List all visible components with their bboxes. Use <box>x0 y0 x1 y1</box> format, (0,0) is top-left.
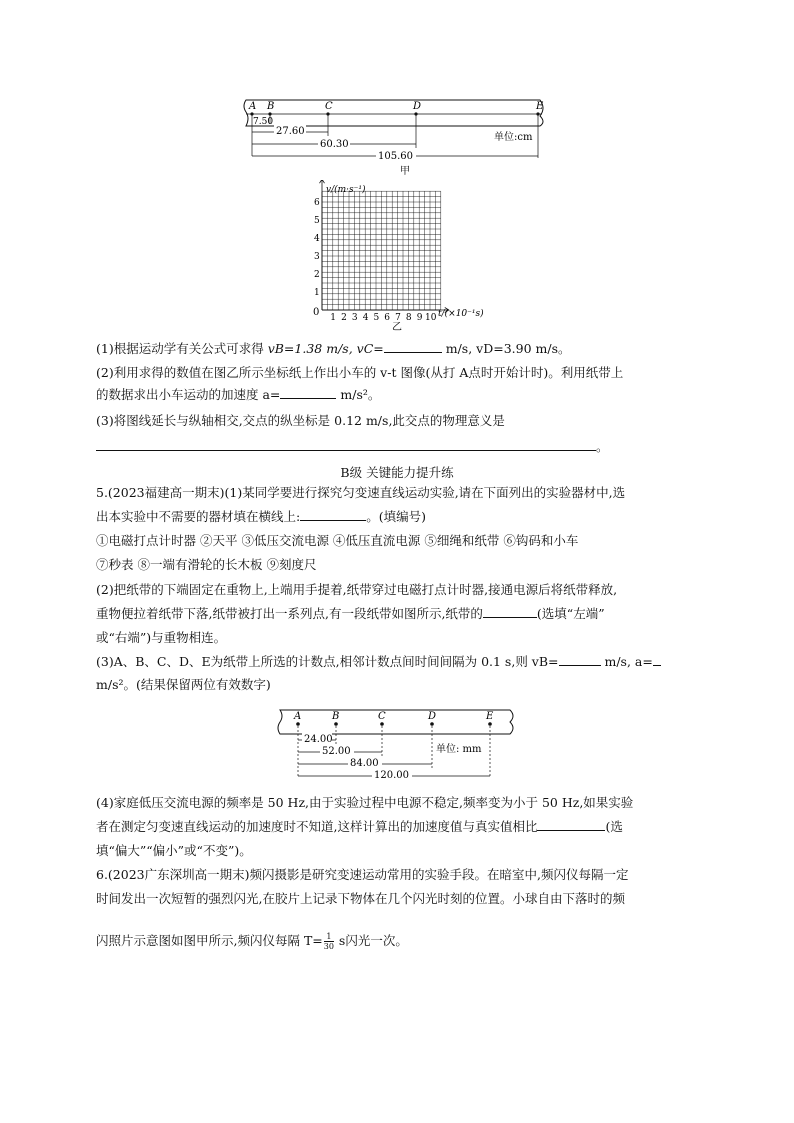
paper-tape <box>278 710 513 734</box>
dist-ac: 27.60 <box>276 126 305 137</box>
y-tick-label: 6 <box>314 198 320 209</box>
label-a: A <box>249 101 257 112</box>
dist-ac: 52.00 <box>322 746 351 757</box>
label-b: B <box>332 711 340 722</box>
q5-line1: 5.(2023福建高一期末)(1)某同学要进行探究匀变速直线运动实验,请在下面列出的实验器材中,选 <box>96 485 626 500</box>
q5-part4-line3: 填“偏大”“偏小”或“不变”)。 <box>96 843 252 858</box>
label-e: E <box>486 711 494 722</box>
x-tick-labels <box>330 313 436 323</box>
answer-blank-vc[interactable] <box>384 340 442 353</box>
q5-part4-line1: (4)家庭低压交流电源的频率是 50 Hz,由于实验过程中电源不稳定,频率变为小于 50 Hz,如果实验 <box>96 795 634 810</box>
dist-ab: 24.00 <box>304 734 333 745</box>
tape-figure-1 <box>240 94 560 178</box>
label-b: B <box>267 101 275 112</box>
x-tick-label: 6 <box>384 313 391 323</box>
dist-ad: 84.00 <box>350 758 379 769</box>
q5-part4-line2: 者在测定匀变速直线运动的加速度时不知道,这样计算出的加速度值与真实值相比 (选 <box>96 819 623 834</box>
q5-part3-line1: (3)A、B、C、D、E为纸带上所选的计数点,相邻计数点间时间间隔为 0.1 s,则 vB= m/s, a= <box>96 653 661 671</box>
q4-part2-line2: 的数据求出小车运动的加速度 a= m/s²。 <box>96 387 381 402</box>
y-tick-label: 5 <box>314 216 320 227</box>
q6-line2: 时间发出一次短暂的强烈闪光,在胶片上记录下物体在几个闪光时刻的位置。小球自由下落时的频 <box>96 891 625 906</box>
unit-label: 单位:cm <box>494 132 533 143</box>
q6-line3: 闪照片示意图如图甲所示,频闪仪每隔 T= $\frac{1}{30}$ s闪光一次。 <box>96 932 408 951</box>
y-axis-label: v/(m·s⁻¹) <box>326 185 366 195</box>
figure-caption-jia: 甲 <box>400 166 410 177</box>
y-tick-labels <box>314 198 320 298</box>
y-axis-arrow <box>320 180 325 191</box>
x-tick-label: 5 <box>373 313 380 323</box>
label-d: D <box>428 711 437 722</box>
unit-label: 单位: mm <box>436 744 482 755</box>
x-tick-label: 1 <box>330 313 337 323</box>
q4-part1: (1)根据运动学有关公式可求得 vB=1.38 m/s, vC= m/s, vD=3.90 m/s。 <box>96 341 571 356</box>
x-axis-label: t/(×10⁻¹s) <box>438 309 484 319</box>
section-title-b: B级 关键能力提升练 <box>340 465 454 480</box>
y-tick-label: 3 <box>314 252 320 263</box>
label-d: D <box>413 101 422 112</box>
dist-ad: 60.30 <box>320 139 349 150</box>
tape-point-e <box>488 722 492 726</box>
y-tick-label: 4 <box>314 234 320 245</box>
period-fraction: $\frac{1}{30}$ <box>323 932 334 951</box>
x-tick-label: 4 <box>362 313 369 323</box>
y-tick-label: 2 <box>314 270 320 281</box>
tape-point-b <box>334 722 338 726</box>
x-tick-label: 2 <box>341 313 347 323</box>
q5-part3-line2: m/s²。(结果保留两位有效数字) <box>96 677 271 692</box>
answer-blank-a[interactable] <box>280 386 336 399</box>
answer-blank-equipment[interactable] <box>300 508 366 521</box>
x-tick-label: 8 <box>405 313 412 323</box>
q4-part3-line2: 。 <box>96 438 609 456</box>
figure-caption-yi: 乙 <box>392 322 402 332</box>
tape-point-a <box>296 722 300 726</box>
q5-part2-line3: 或“右端”)与重物相连。 <box>96 630 227 645</box>
x-tick-label: 7 <box>395 313 401 323</box>
tape-point-c <box>380 722 384 726</box>
paper-tape <box>244 100 543 126</box>
answer-blank-vb[interactable] <box>559 653 601 666</box>
answer-blank-compare[interactable] <box>537 818 605 831</box>
q5-equipment-list-2: ⑦秒表 ⑧一端有滑轮的长木板 ⑨刻度尺 <box>96 557 317 572</box>
vt-graph <box>300 180 500 332</box>
label-a: A <box>294 711 302 722</box>
x-tick-label: 10 <box>425 313 437 323</box>
label-c: C <box>325 101 333 112</box>
graph-grid <box>320 180 449 313</box>
answer-blank-end[interactable] <box>483 605 537 618</box>
q5-equipment-list-1: ①电磁打点计时器 ②天平 ③低压交流电源 ④低压直流电源 ⑤细绳和纸带 ⑥钩码和小车 <box>96 533 579 548</box>
answer-blank-meaning[interactable] <box>96 438 596 451</box>
tape-figure-2 <box>272 704 522 782</box>
tape-point-d <box>430 722 434 726</box>
dist-ae: 120.00 <box>374 770 409 781</box>
q6-line1: 6.(2023广东深圳高一期末)频闪摄影是研究变速运动常用的实验手段。在暗室中,频闪仪每隔一定 <box>96 867 629 882</box>
q4-part3-line1: (3)将图线延长与纵轴相交,交点的纵坐标是 0.12 m/s,此交点的物理意义是 <box>96 413 505 428</box>
dist-ab: 7.50 <box>253 117 274 127</box>
x-tick-label: 3 <box>351 313 358 323</box>
q5-part2-line1: (2)把纸带的下端固定在重物上,上端用手提着,纸带穿过电磁打点计时器,接通电源后将纸带释放, <box>96 582 618 597</box>
dist-ae: 105.60 <box>378 151 413 162</box>
q4-part2-line1: (2)利用求得的数值在图乙所示坐标纸上作出小车的 v-t 图像(从打 A点时开始计时)。利用纸带上 <box>96 365 624 380</box>
label-e: E <box>536 101 544 112</box>
q5-part2-line2: 重物便拉着纸带下落,纸带被打出一系列点,有一段纸带如图所示,纸带的 (选填“左端” <box>96 606 605 621</box>
x-tick-label: 9 <box>416 313 423 323</box>
answer-blank-accel[interactable] <box>653 653 661 666</box>
y-tick-label: 1 <box>314 288 320 299</box>
q5-line2: 出本实验中不需要的器材填在横线上: 。(填编号) <box>96 509 426 524</box>
origin-label: 0 <box>313 307 320 318</box>
label-c: C <box>378 711 386 722</box>
